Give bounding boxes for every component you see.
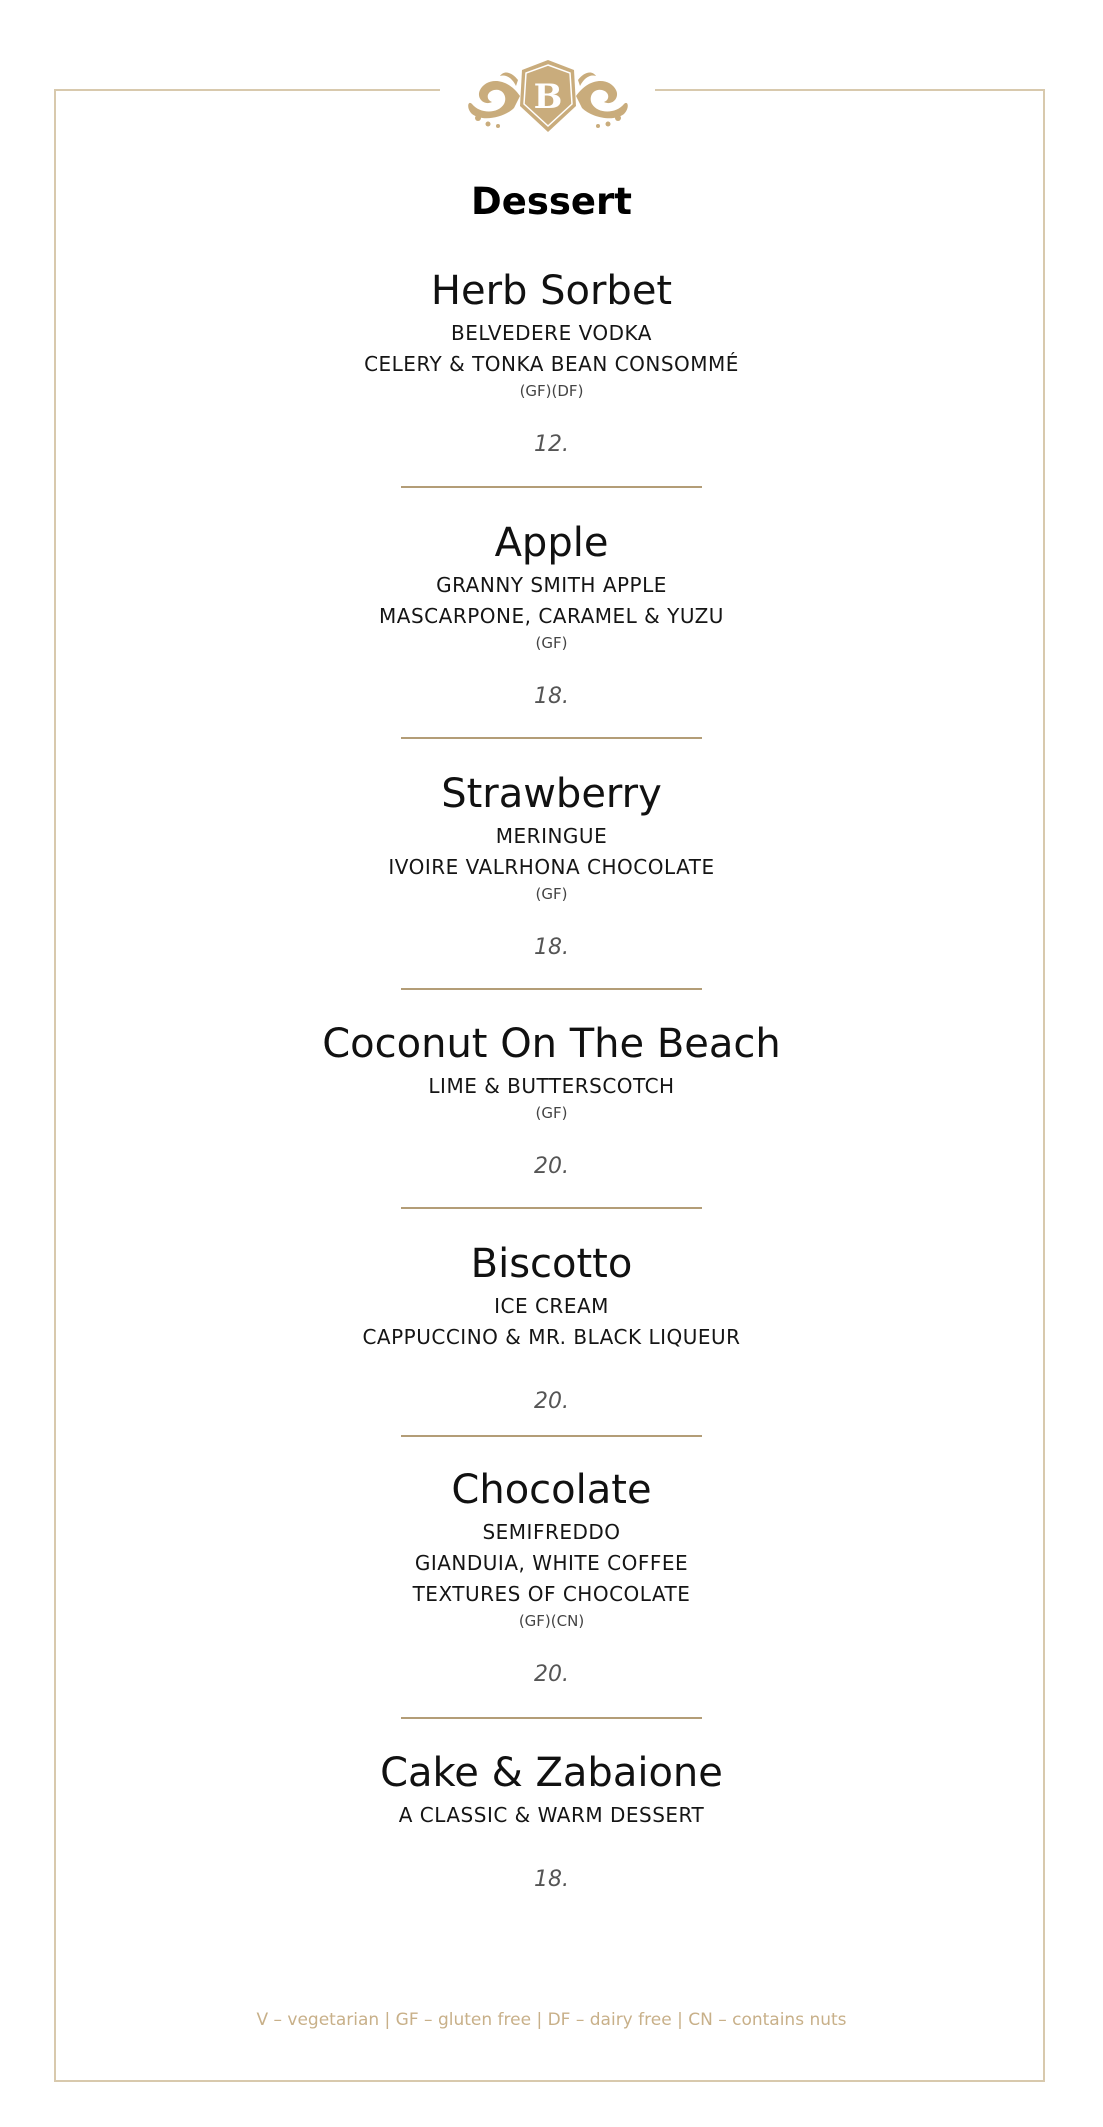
menu-item-price: 20. bbox=[534, 1154, 569, 1179]
menu-item-name: Strawberry bbox=[441, 771, 662, 817]
menu-item bbox=[0, 1746, 1103, 1892]
menu-item-description: CAPPUCCINO & MR. BLACK LIQUEUR bbox=[362, 1325, 741, 1349]
menu-item-description: CELERY & TONKA BEAN CONSOMMÉ bbox=[364, 352, 739, 376]
menu-item-name: Biscotto bbox=[470, 1241, 633, 1287]
menu-item-description: GIANDUIA, WHITE COFFEE bbox=[414, 1551, 689, 1575]
menu-item-description: BELVEDERE VODKA bbox=[451, 321, 652, 345]
menu-item-dietary-tags: (GF)(DF) bbox=[519, 382, 584, 400]
menu-item-description: GRANNY SMITH APPLE bbox=[436, 573, 667, 597]
logo-crest-icon bbox=[458, 56, 638, 138]
logo-letter: B bbox=[533, 77, 563, 117]
menu-divider bbox=[401, 1207, 702, 1209]
menu-item-name: Apple bbox=[494, 520, 609, 566]
menu-item-name: Coconut On The Beach bbox=[322, 1021, 781, 1067]
page-title: Dessert bbox=[471, 180, 632, 223]
menu-item-price: 20. bbox=[534, 1389, 569, 1414]
menu-item-description: ICE CREAM bbox=[494, 1294, 609, 1318]
menu-item bbox=[0, 767, 1103, 960]
menu-item-price: 18. bbox=[534, 684, 569, 709]
menu-item-description: IVOIRE VALRHONA CHOCOLATE bbox=[388, 855, 715, 879]
menu-divider bbox=[401, 737, 702, 739]
menu-item-name: Cake & Zabaione bbox=[380, 1750, 723, 1796]
menu-item-description: MERINGUE bbox=[495, 824, 608, 848]
menu-item-description: TEXTURES OF CHOCOLATE bbox=[412, 1582, 691, 1606]
menu-item-description: SEMIFREDDO bbox=[482, 1520, 621, 1544]
menu-divider bbox=[401, 486, 702, 488]
menu-item-price: 18. bbox=[534, 935, 569, 960]
menu-divider bbox=[401, 988, 702, 990]
menu-item-dietary-tags: (GF) bbox=[535, 885, 568, 903]
menu-item bbox=[0, 1237, 1103, 1414]
menu-item-price: 20. bbox=[534, 1662, 569, 1687]
menu-item-dietary-tags: (GF) bbox=[535, 634, 568, 652]
menu-item-description: A CLASSIC & WARM DESSERT bbox=[398, 1803, 705, 1827]
menu-item bbox=[0, 264, 1103, 457]
menu-item bbox=[0, 1017, 1103, 1179]
menu-item-price: 18. bbox=[534, 1867, 569, 1892]
menu-item-name: Chocolate bbox=[451, 1467, 652, 1513]
dietary-legend: V – vegetarian | GF – gluten free | DF – dairy free | CN – contains nuts bbox=[256, 2010, 847, 2030]
menu-item-dietary-tags: (GF)(CN) bbox=[518, 1612, 585, 1630]
menu-item-name: Herb Sorbet bbox=[430, 268, 673, 314]
menu-item-dietary-tags: (GF) bbox=[535, 1104, 568, 1122]
menu-item-description: LIME & BUTTERSCOTCH bbox=[428, 1074, 675, 1098]
menu-divider bbox=[401, 1717, 702, 1719]
menu-item-description: MASCARPONE, CARAMEL & YUZU bbox=[379, 604, 724, 628]
menu-item bbox=[0, 516, 1103, 709]
menu-item bbox=[0, 1463, 1103, 1687]
menu-item-price: 12. bbox=[534, 432, 569, 457]
menu-divider bbox=[401, 1435, 702, 1437]
